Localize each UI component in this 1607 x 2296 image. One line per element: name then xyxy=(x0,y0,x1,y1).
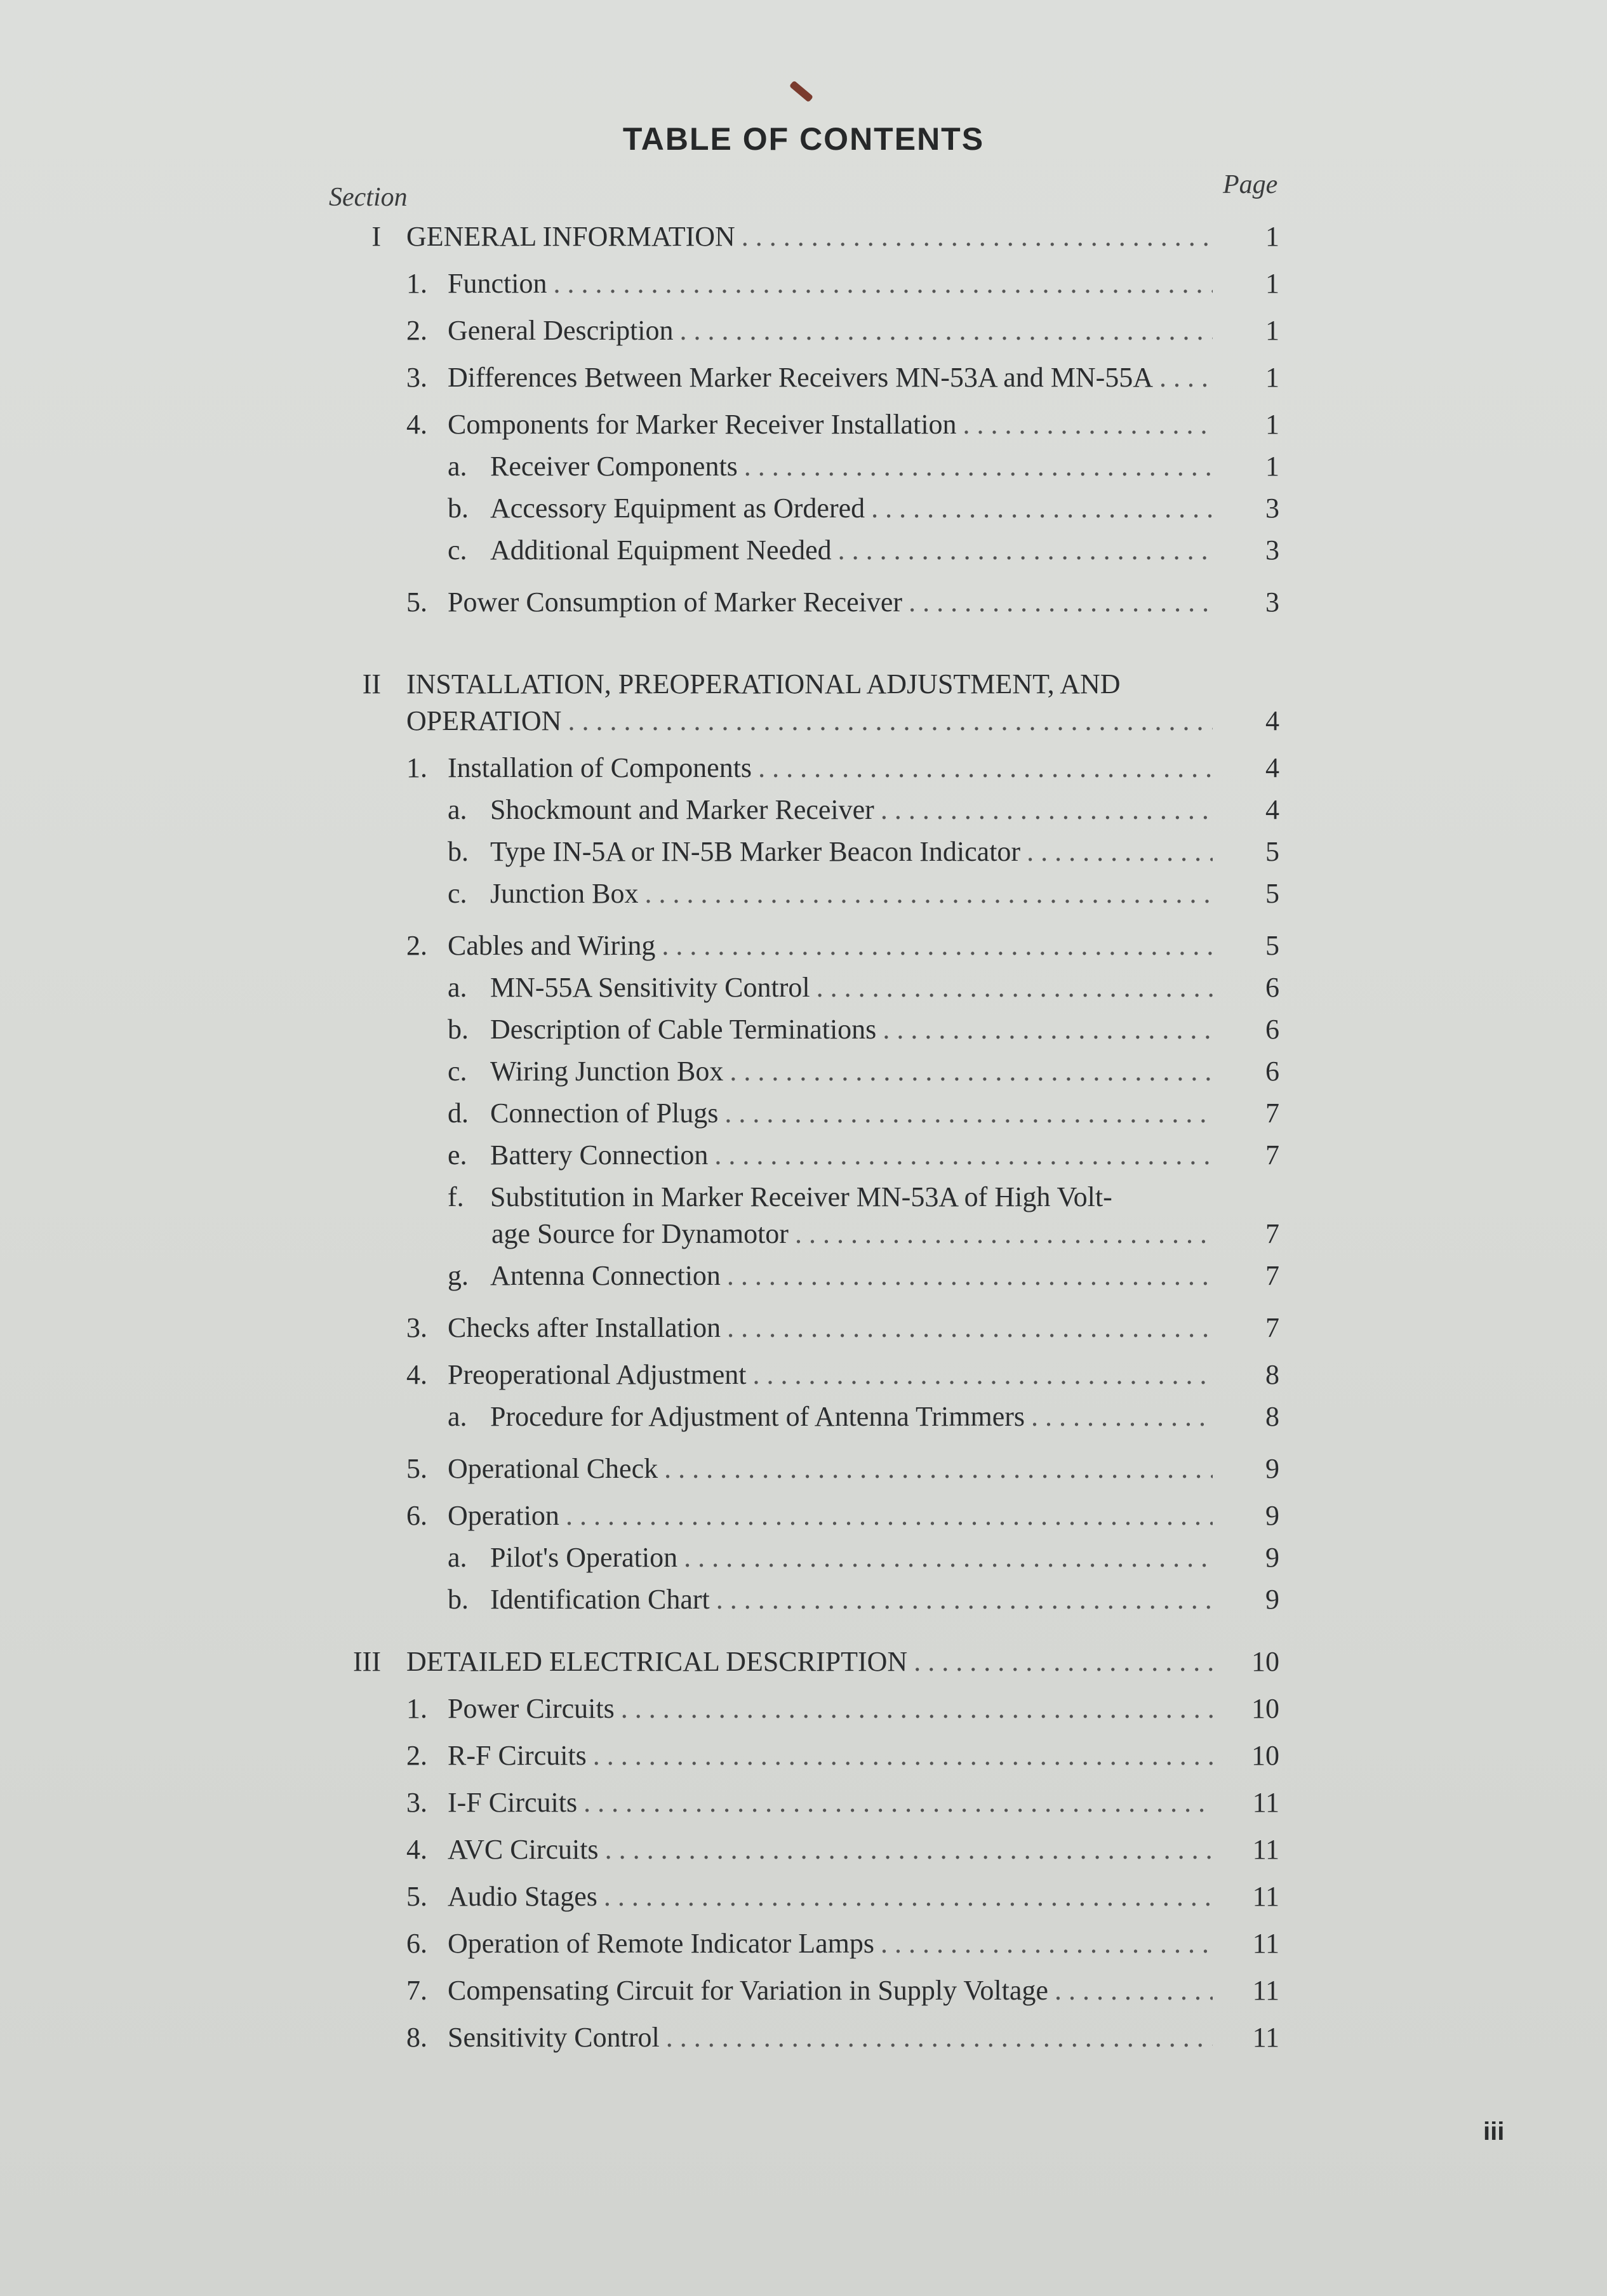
toc-subitem-label: Description of Cable Terminations xyxy=(490,1014,877,1045)
leader-dots xyxy=(742,219,1213,255)
toc-subitem xyxy=(490,876,1219,912)
toc-subitem-page: 3 xyxy=(1265,493,1279,524)
toc-subitem-page: 9 xyxy=(1265,1542,1279,1573)
leader-dots xyxy=(604,1879,1213,1914)
section-title-label: GENERAL INFORMATION xyxy=(406,221,735,252)
toc-subitem-label: Shockmount and Marker Receiver xyxy=(490,794,874,825)
toc-item xyxy=(448,360,1219,395)
toc-item-number: 3. xyxy=(406,362,427,393)
toc-subitem-page: 1 xyxy=(1265,451,1279,482)
page-column-header: Page xyxy=(1223,170,1278,199)
toc-item xyxy=(448,750,1219,786)
toc-item-number: 5. xyxy=(406,1881,427,1912)
leader-dots xyxy=(963,407,1213,442)
toc-item xyxy=(448,1310,1219,1346)
leader-dots xyxy=(758,750,1213,786)
leader-dots xyxy=(716,1582,1213,1617)
toc-item xyxy=(448,585,1219,620)
toc-subitem-number: g. xyxy=(448,1260,469,1291)
toc-item-number: 2. xyxy=(406,930,427,961)
toc-item-page: 11 xyxy=(1252,1928,1279,1959)
toc-item-label: Operational Check xyxy=(448,1453,658,1484)
toc-item-number: 3. xyxy=(406,1787,427,1818)
toc-item-number: 1. xyxy=(406,1693,427,1724)
toc-item-label: R-F Circuits xyxy=(448,1740,587,1771)
toc-subitem-number: b. xyxy=(448,493,469,524)
toc-item xyxy=(448,1738,1219,1774)
toc-item xyxy=(448,1357,1219,1393)
toc-subitem-label: Antenna Connection xyxy=(490,1260,721,1291)
toc-subitem xyxy=(490,834,1219,870)
toc-item-page: 1 xyxy=(1265,268,1279,299)
leader-dots xyxy=(914,1644,1213,1680)
toc-subitem-page: 9 xyxy=(1265,1584,1279,1615)
toc-item-number: 6. xyxy=(406,1928,427,1959)
toc-item xyxy=(448,407,1219,442)
toc-subitem-page: 7 xyxy=(1265,1260,1279,1291)
toc-item-page: 9 xyxy=(1265,1500,1279,1531)
toc-subitem xyxy=(490,1012,1219,1047)
toc-subitem-label: Junction Box xyxy=(490,878,639,909)
toc-item-label: Installation of Components xyxy=(448,752,752,783)
toc-item-page: 11 xyxy=(1252,2022,1279,2053)
toc-subitem xyxy=(490,1582,1219,1617)
leader-dots xyxy=(871,491,1213,526)
toc-item-label: Preoperational Adjustment xyxy=(448,1359,747,1390)
toc-subitem xyxy=(490,1258,1219,1294)
toc-subitem-number: a. xyxy=(448,1542,467,1573)
toc-item-label: Components for Marker Receiver Installation xyxy=(448,409,957,440)
leader-dots xyxy=(593,1738,1213,1774)
toc-subitem-number: c. xyxy=(448,1056,467,1087)
leader-dots xyxy=(644,876,1213,912)
toc-item-label: Operation xyxy=(448,1500,559,1531)
leader-dots xyxy=(744,449,1213,484)
toc-subitem-page: 5 xyxy=(1265,836,1279,867)
section-title xyxy=(406,1644,1219,1680)
toc-item-number: 1. xyxy=(406,268,427,299)
toc-item-label: Operation of Remote Indicator Lamps xyxy=(448,1928,875,1959)
toc-item-number: 5. xyxy=(406,587,427,618)
toc-subitem-number: c. xyxy=(448,878,467,909)
toc-item-page: 5 xyxy=(1265,930,1279,961)
toc-subitem-number: c. xyxy=(448,534,467,566)
section-title-label: DETAILED ELECTRICAL DESCRIPTION xyxy=(406,1646,908,1677)
toc-item xyxy=(448,1832,1219,1868)
toc-item-number: 1. xyxy=(406,752,427,783)
toc-item-page: 9 xyxy=(1265,1453,1279,1484)
toc-subitem xyxy=(490,1054,1219,1089)
toc-subitem-page: 6 xyxy=(1265,972,1279,1003)
toc-item-number: 2. xyxy=(406,1740,427,1771)
toc-subitem-label: MN-55A Sensitivity Control xyxy=(490,972,810,1003)
leader-dots xyxy=(795,1216,1213,1252)
toc-item-page: 1 xyxy=(1265,315,1279,346)
toc-subitem-page: 7 xyxy=(1265,1098,1279,1129)
toc-subitem-page: 5 xyxy=(1265,878,1279,909)
toc-subitem-label: Identification Chart xyxy=(490,1584,710,1615)
leader-dots xyxy=(730,1054,1213,1089)
section-numeral: III xyxy=(353,1646,381,1677)
toc-subitem-label: Procedure for Adjustment of Antenna Trimmers xyxy=(490,1401,1025,1432)
toc-item-number: 8. xyxy=(406,2022,427,2053)
toc-item-label: Cables and Wiring xyxy=(448,930,656,961)
toc-item-label: Sensitivity Control xyxy=(448,2022,660,2053)
leader-dots xyxy=(727,1258,1213,1294)
leader-dots xyxy=(838,533,1213,568)
toc-subitem-label: Wiring Junction Box xyxy=(490,1056,724,1087)
toc-subitem-label: Accessory Equipment as Ordered xyxy=(490,493,865,524)
toc-subitem-page: 7 xyxy=(1265,1218,1279,1249)
toc-subitem-label: Additional Equipment Needed xyxy=(490,534,832,566)
toc-subitem xyxy=(490,491,1219,526)
toc-item-number: 5. xyxy=(406,1453,427,1484)
toc-subitem xyxy=(490,1540,1219,1576)
toc-item-page: 7 xyxy=(1265,1312,1279,1343)
toc-item xyxy=(448,1879,1219,1914)
toc-item xyxy=(448,1785,1219,1821)
toc-item-page: 3 xyxy=(1265,587,1279,618)
toc-item-number: 2. xyxy=(406,315,427,346)
toc-item-label: Function xyxy=(448,268,547,299)
leader-dots xyxy=(666,2020,1213,2055)
toc-subitem xyxy=(490,792,1219,828)
toc-item-label: Checks after Installation xyxy=(448,1312,721,1343)
toc-item-number: 7. xyxy=(406,1975,427,2006)
leader-dots xyxy=(752,1357,1213,1393)
toc-subitem xyxy=(491,1216,1219,1252)
toc-item-label: Compensating Circuit for Variation in Supply Voltage xyxy=(448,1975,1048,2006)
toc-item-page: 11 xyxy=(1252,1787,1279,1818)
toc-item-page: 1 xyxy=(1265,362,1279,393)
toc-subitem xyxy=(490,1096,1219,1131)
section-title xyxy=(406,703,1219,739)
leader-dots xyxy=(553,266,1213,302)
section-numeral: I xyxy=(371,221,381,252)
toc-item-label: I-F Circuits xyxy=(448,1787,578,1818)
toc-item xyxy=(448,1973,1219,2008)
toc-item-page: 11 xyxy=(1252,1834,1279,1865)
toc-subitem-page: 4 xyxy=(1265,794,1279,825)
toc-subitem-number: b. xyxy=(448,1584,469,1615)
toc-item xyxy=(448,313,1219,348)
leader-dots xyxy=(684,1540,1213,1576)
section-page: 4 xyxy=(1265,705,1279,736)
toc-item-page: 10 xyxy=(1251,1693,1279,1724)
toc-item-label: Power Circuits xyxy=(448,1693,615,1724)
toc-item-number: 3. xyxy=(406,1312,427,1343)
toc-subitem-number: a. xyxy=(448,451,467,482)
section-title-label: OPERATION xyxy=(406,705,562,736)
toc-subitem-number: b. xyxy=(448,836,469,867)
toc-subitem-number: a. xyxy=(448,1401,467,1432)
toc-subitem-number: f. xyxy=(448,1181,464,1212)
toc-subitem-label: Type IN-5A or IN-5B Marker Beacon Indicator xyxy=(490,836,1021,867)
leader-dots xyxy=(817,970,1213,1005)
toc-item-page: 8 xyxy=(1265,1359,1279,1390)
toc-subitem-label: Battery Connection xyxy=(490,1139,709,1171)
toc-subitem-number: b. xyxy=(448,1014,469,1045)
leader-dots xyxy=(605,1832,1213,1868)
toc-item-page: 10 xyxy=(1251,1740,1279,1771)
section-title xyxy=(406,219,1219,255)
toc-subitem-page: 3 xyxy=(1265,534,1279,566)
toc-subitem xyxy=(490,970,1219,1005)
toc-item xyxy=(448,1926,1219,1961)
leader-dots xyxy=(881,792,1213,828)
leader-dots xyxy=(566,1498,1213,1534)
toc-subitem-number: a. xyxy=(448,794,467,825)
toc-subitem-number: a. xyxy=(448,972,467,1003)
toc-subitem-label: Connection of Plugs xyxy=(490,1098,719,1129)
toc-item-number: 4. xyxy=(406,1359,427,1390)
leader-dots xyxy=(881,1926,1213,1961)
toc-subitem-page: 6 xyxy=(1265,1014,1279,1045)
toc-item-label: AVC Circuits xyxy=(448,1834,599,1865)
leader-dots xyxy=(1031,1399,1213,1435)
toc-item-number: 4. xyxy=(406,409,427,440)
leader-dots xyxy=(568,703,1213,739)
toc-item-page: 1 xyxy=(1265,409,1279,440)
leader-dots xyxy=(714,1138,1213,1173)
leader-dots xyxy=(1055,1973,1213,2008)
toc-subitem-number: e. xyxy=(448,1139,467,1171)
leader-dots xyxy=(1027,834,1213,870)
toc-subitem-label: Receiver Components xyxy=(490,451,738,482)
toc-item xyxy=(448,1498,1219,1534)
toc-item-label: Power Consumption of Marker Receiver xyxy=(448,587,903,618)
toc-item-label: Audio Stages xyxy=(448,1881,597,1912)
toc-item-page: 11 xyxy=(1252,1975,1279,2006)
section-title-line: INSTALLATION, PREOPERATIONAL ADJUSTMENT, AND xyxy=(406,668,1121,700)
toc-subitem-number: d. xyxy=(448,1098,469,1129)
leader-dots xyxy=(724,1096,1213,1131)
leader-dots xyxy=(583,1785,1213,1821)
toc-subitem-page: 8 xyxy=(1265,1401,1279,1432)
toc-subitem xyxy=(490,1138,1219,1173)
toc-item xyxy=(448,928,1219,964)
toc-subitem-page: 7 xyxy=(1265,1139,1279,1171)
toc-item-number: 4. xyxy=(406,1834,427,1865)
toc-subitem xyxy=(490,533,1219,568)
toc-subitem-label: Substitution in Marker Receiver MN-53A of High Volt- xyxy=(490,1181,1112,1212)
leader-dots xyxy=(883,1012,1213,1047)
page-number: iii xyxy=(1483,2118,1505,2146)
toc-item-label: Differences Between Marker Receivers MN-53A and MN-55A xyxy=(448,362,1154,393)
leader-dots xyxy=(621,1691,1213,1727)
page-title: TABLE OF CONTENTS xyxy=(622,121,985,157)
toc-subitem xyxy=(490,1399,1219,1435)
toc-subitem xyxy=(490,449,1219,484)
leader-dots xyxy=(909,585,1213,620)
toc-item xyxy=(448,2020,1219,2055)
toc-item-number: 6. xyxy=(406,1500,427,1531)
section-column-header: Section xyxy=(329,183,408,212)
toc-item-label: General Description xyxy=(448,315,674,346)
toc-subitem-page: 6 xyxy=(1265,1056,1279,1087)
toc-subitem-label-cont: age Source for Dynamotor xyxy=(491,1218,789,1249)
toc-item xyxy=(448,266,1219,302)
toc-item xyxy=(448,1691,1219,1727)
toc-subitem-label: Pilot's Operation xyxy=(490,1542,678,1573)
toc-item-page: 11 xyxy=(1252,1881,1279,1912)
leader-dots xyxy=(664,1451,1213,1487)
leader-dots xyxy=(1159,360,1213,395)
leader-dots xyxy=(727,1310,1213,1346)
toc-item xyxy=(448,1451,1219,1487)
toc-item-page: 4 xyxy=(1265,752,1279,783)
section-page: 10 xyxy=(1251,1646,1279,1677)
leader-dots xyxy=(662,928,1213,964)
section-page: 1 xyxy=(1265,221,1279,252)
section-numeral: II xyxy=(362,668,381,700)
leader-dots xyxy=(680,313,1213,348)
